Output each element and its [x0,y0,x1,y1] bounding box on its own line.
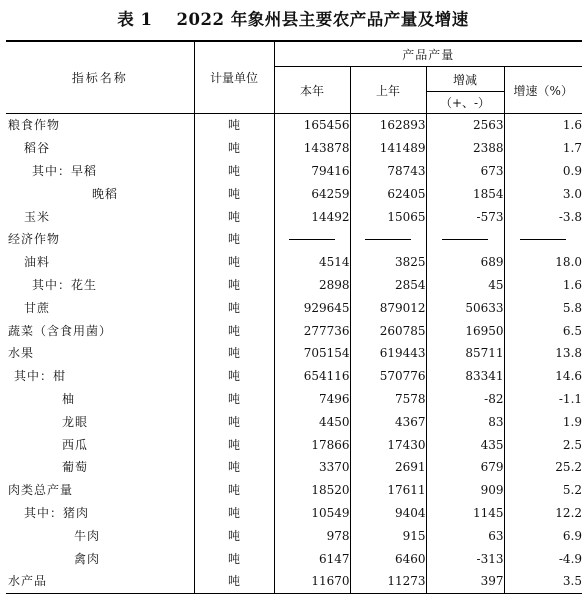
this-year-value: 11670 [274,570,350,593]
table-number: 表 1 [117,10,153,29]
growth-value: 1.9 [504,410,582,433]
table-row [6,228,582,251]
unit-cell: 吨 [194,388,274,411]
change-value: 2388 [426,137,504,160]
last-year-value: 619443 [350,342,426,365]
last-year-value: 11273 [350,570,426,593]
this-year-value: 7496 [274,388,350,411]
indicator-name: 甘蔗 [24,300,51,315]
table-body [6,114,582,594]
indicator-name: 晚稻 [92,186,119,201]
change-value: 85711 [426,342,504,365]
table-row [6,456,582,479]
table-row [6,433,582,456]
indicator-name: 柚 [62,391,76,406]
change-value: 679 [426,456,504,479]
change-value: 435 [426,433,504,456]
last-year-value: 879012 [350,296,426,319]
growth-value: 0.9 [504,160,582,183]
this-year-value: 17866 [274,433,350,456]
growth-value: 2.5 [504,433,582,456]
unit-cell: 吨 [194,296,274,319]
growth-value: 1.6 [504,114,582,137]
growth-value: 12.2 [504,502,582,525]
header-growth: 增速（%） [504,67,582,114]
indicator-name: 经济作物 [8,232,61,247]
change-value: 2563 [426,114,504,137]
this-year-value: 6147 [274,547,350,570]
indicator-name: 其中：早稻 [32,163,98,178]
change-value: -82 [426,388,504,411]
dash-line [520,239,566,240]
this-year-value: 654116 [274,365,350,388]
empty-value-dash [504,228,582,251]
unit-cell: 吨 [194,160,274,183]
this-year-value: 929645 [274,296,350,319]
last-year-value: 141489 [350,137,426,160]
table-row [6,251,582,274]
last-year-value: 7578 [350,388,426,411]
unit-cell: 吨 [194,319,274,342]
unit-cell: 吨 [194,205,274,228]
table-title-text: 2022 年象州县主要农产品产量及增速 [176,10,469,29]
unit-cell: 吨 [194,547,274,570]
indicator-name: 龙眼 [62,414,89,429]
this-year-value: 165456 [274,114,350,137]
change-value: 689 [426,251,504,274]
unit-cell: 吨 [194,114,274,137]
this-year-value: 978 [274,524,350,547]
growth-value: 1.7 [504,137,582,160]
dash-line [442,239,488,240]
unit-cell: 吨 [194,251,274,274]
indicator-name: 葡萄 [62,460,89,475]
last-year-value: 915 [350,524,426,547]
production-table [6,40,582,594]
indicator-name: 水果 [8,346,35,361]
indicator-name: 粮食作物 [8,118,61,133]
growth-value: -3.8 [504,205,582,228]
last-year-value: 162893 [350,114,426,137]
change-value: 909 [426,479,504,502]
growth-value: 13.8 [504,342,582,365]
last-year-value: 260785 [350,319,426,342]
table-row [6,502,582,525]
change-value: 83341 [426,365,504,388]
header-change: 增减 [426,67,504,92]
table-header [6,41,582,114]
change-value: 397 [426,570,504,593]
unit-cell: 吨 [194,502,274,525]
indicator-name: 西瓜 [62,437,89,452]
this-year-value: 143878 [274,137,350,160]
dash-line [365,239,411,240]
table-row [6,365,582,388]
table-row [6,205,582,228]
last-year-value: 15065 [350,205,426,228]
table-row [6,570,582,593]
empty-value-dash [350,228,426,251]
empty-value-dash [426,228,504,251]
change-value: -573 [426,205,504,228]
unit-cell: 吨 [194,182,274,205]
change-value: -313 [426,547,504,570]
table-row [6,160,582,183]
this-year-value: 4514 [274,251,350,274]
unit-cell: 吨 [194,456,274,479]
table-row [6,274,582,297]
indicator-name: 水产品 [6,570,194,593]
last-year-value: 17430 [350,433,426,456]
this-year-value: 79416 [274,160,350,183]
last-year-value: 2691 [350,456,426,479]
indicator-name: 油料 [24,255,51,270]
table-row [6,319,582,342]
this-year-value: 705154 [274,342,350,365]
unit-cell: 吨 [194,410,274,433]
dash-line [289,239,335,240]
growth-value: -1.1 [504,388,582,411]
change-value: 50633 [426,296,504,319]
table-row [6,137,582,160]
header-change-sign: （+、-） [426,92,504,114]
unit-cell: 吨 [194,228,274,251]
unit-cell: 吨 [194,570,274,593]
table-row [6,410,582,433]
indicator-name: 蔬菜（含食用菌） [8,323,113,338]
growth-value: 25.2 [504,456,582,479]
unit-cell: 吨 [194,137,274,160]
this-year-value: 4450 [274,410,350,433]
header-indicator: 指标名称 [6,41,194,114]
unit-cell: 吨 [194,365,274,388]
table-row [6,524,582,547]
change-value: 45 [426,274,504,297]
table-title [0,0,586,40]
change-value: 63 [426,524,504,547]
table-row [6,296,582,319]
unit-cell: 吨 [194,524,274,547]
table-row [6,388,582,411]
indicator-name: 肉类总产量 [8,483,74,498]
this-year-value: 64259 [274,182,350,205]
last-year-value: 62405 [350,182,426,205]
last-year-value: 17611 [350,479,426,502]
change-value: 1854 [426,182,504,205]
change-value: 1145 [426,502,504,525]
table-row [6,479,582,502]
indicator-name: 禽肉 [74,551,101,566]
header-this-year: 本年 [274,67,350,114]
last-year-value: 4367 [350,410,426,433]
this-year-value: 277736 [274,319,350,342]
last-year-value: 2854 [350,274,426,297]
last-year-value: 6460 [350,547,426,570]
empty-value-dash [274,228,350,251]
indicator-name: 玉米 [24,209,51,224]
change-value: 673 [426,160,504,183]
this-year-value: 3370 [274,456,350,479]
indicator-name: 牛肉 [74,528,101,543]
growth-value: 18.0 [504,251,582,274]
this-year-value: 2898 [274,274,350,297]
indicator-name: 其中：猪肉 [24,505,90,520]
growth-value: 3.5 [504,570,582,593]
unit-cell: 吨 [194,274,274,297]
growth-value: 6.5 [504,319,582,342]
unit-cell: 吨 [194,433,274,456]
header-unit: 计量单位 [194,41,274,114]
unit-cell: 吨 [194,342,274,365]
table-row [6,114,582,137]
indicator-name: 其中：柑 [14,369,67,384]
this-year-value: 10549 [274,502,350,525]
this-year-value: 18520 [274,479,350,502]
change-value: 83 [426,410,504,433]
last-year-value: 570776 [350,365,426,388]
change-value: 16950 [426,319,504,342]
growth-value: 14.6 [504,365,582,388]
growth-value: 5.8 [504,296,582,319]
indicator-name: 其中：花生 [32,277,98,292]
this-year-value: 14492 [274,205,350,228]
growth-value: -4.9 [504,547,582,570]
indicator-name: 稻谷 [24,141,51,156]
growth-value: 1.6 [504,274,582,297]
growth-value: 6.9 [504,524,582,547]
last-year-value: 9404 [350,502,426,525]
table-row [6,342,582,365]
last-year-value: 3825 [350,251,426,274]
growth-value: 3.0 [504,182,582,205]
growth-value: 5.2 [504,479,582,502]
table-row [6,547,582,570]
header-last-year: 上年 [350,67,426,114]
unit-cell: 吨 [194,479,274,502]
table-row [6,182,582,205]
last-year-value: 78743 [350,160,426,183]
header-group: 产品产量 [274,41,582,67]
